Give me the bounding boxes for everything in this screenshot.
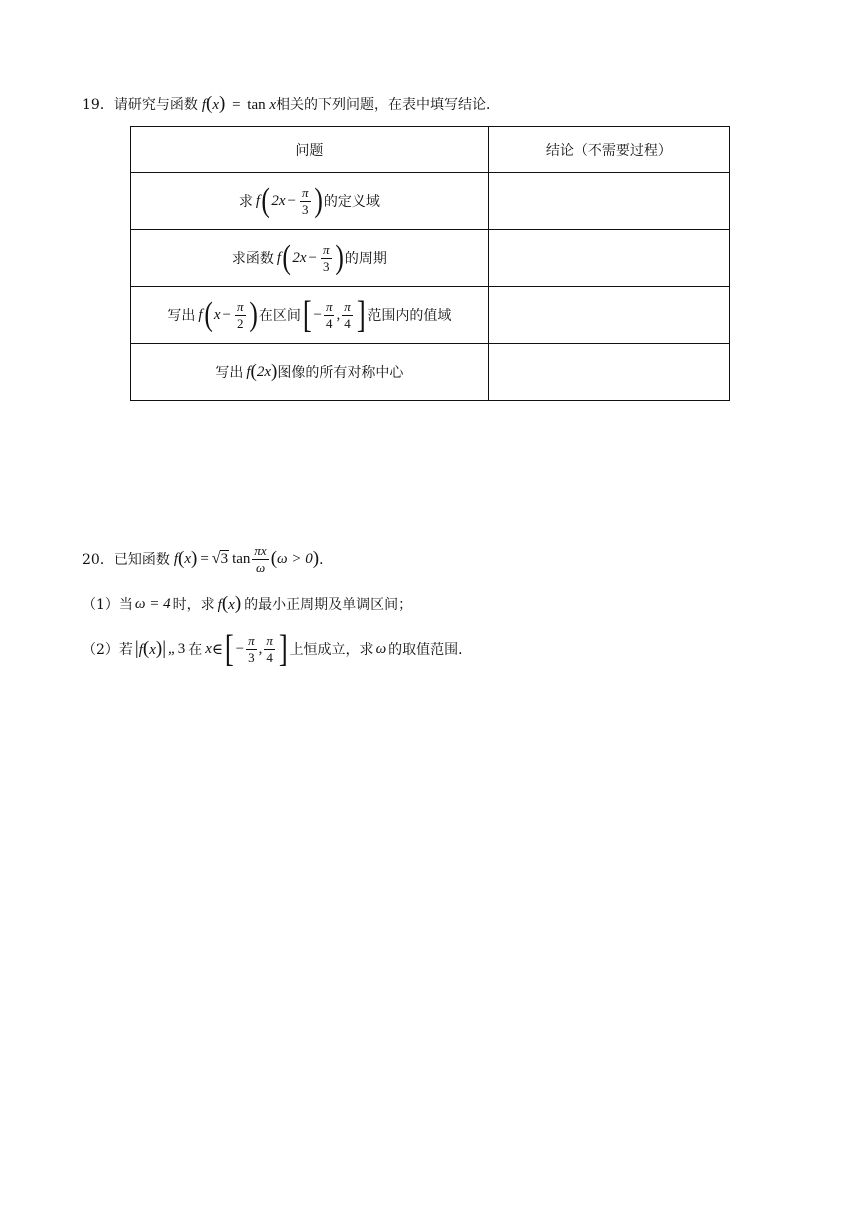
header-conclusion: 结论（不需要过程）	[488, 127, 729, 173]
table-row	[131, 344, 730, 401]
row3-answer[interactable]	[488, 287, 729, 344]
header-question: 问题	[131, 127, 489, 173]
omega-equals-4: ω = 4	[134, 595, 171, 612]
pi-over-3-fraction: $\frac{\pi}{3}$	[302, 184, 309, 217]
pi-over-2-fraction: $\frac{\pi}{2}$	[236, 298, 244, 331]
row1-question: 求 f ( 2x − $\frac{\pi}{3}$ ) 的定义域	[131, 173, 489, 230]
pi-over-3-fraction: $\frac{\pi}{3}$	[248, 632, 255, 665]
pi-over-4-fraction: $\frac{\pi}{4}$	[325, 298, 333, 331]
row3-question: 写出 f ( x − $\frac{\pi}{2}$ ) 在区间 [ − $\frac{\pi}{4}$ , $\frac{\pi}{4}$ ] 范围内的值域	[131, 287, 489, 344]
q20-statement: 20． 已知函数 f ( x ) = √ 3 tan $\frac{\pi x}{\omega}$ ( ω > 0 ) ．	[82, 542, 334, 575]
q20-number: 20．	[82, 552, 114, 568]
row1-answer[interactable]	[488, 173, 729, 230]
q19-number: 19．	[82, 97, 114, 113]
q20-part1: （1）当 ω = 4 时，求 f(x) 的最小正周期及单调区间；	[82, 593, 413, 614]
q20-function-expression: f ( x ) = √ 3 tan $\frac{\pi x}{\omega}$ ( ω > 0 )	[173, 542, 320, 575]
pi-over-3-fraction: $\frac{\pi}{3}$	[323, 241, 330, 274]
pi-over-4-fraction: $\frac{\pi}{4}$	[344, 298, 351, 331]
row2-answer[interactable]	[488, 230, 729, 287]
q19-intro: 请研究与函数	[113, 97, 198, 113]
table-row	[131, 287, 730, 344]
abs-f-of-x: |f(x)|	[134, 638, 167, 659]
pi-over-4-fraction: $\frac{\pi}{4}$	[266, 632, 273, 665]
pix-over-omega-fraction: $\frac{\pi x}{\omega}$	[254, 542, 267, 575]
q20-intro: 已知函数	[113, 552, 170, 568]
f-of-x: f(x)	[217, 593, 242, 614]
row2-question: 求函数 f ( 2x − $\frac{\pi}{3}$ ) 的周期	[131, 230, 489, 287]
q19-statement	[82, 86, 500, 122]
table-row	[131, 173, 730, 230]
q19-function-expression: f(x) = tan x	[201, 93, 277, 114]
interval: [ − $\frac{\pi}{3}$ , $\frac{\pi}{4}$ ]	[224, 628, 288, 670]
row4-answer[interactable]	[488, 344, 729, 401]
table-row	[131, 230, 730, 287]
table-header-row	[131, 127, 730, 173]
q20-part2: （2）若 |f(x)| „ 3 在 x ∈ [ − $\frac{\pi}{3}$ , $\frac{\pi}{4}$ ] 上恒成立，求 ω 的取值范围．	[82, 628, 473, 670]
sqrt-3: √ 3	[211, 550, 229, 567]
row4-question: 写出 f ( 2x ) 图像的所有对称中心	[131, 344, 489, 401]
q19-table	[130, 126, 730, 401]
q19-intro-tail: 相关的下列问题，在表中填写结论．	[276, 97, 501, 113]
